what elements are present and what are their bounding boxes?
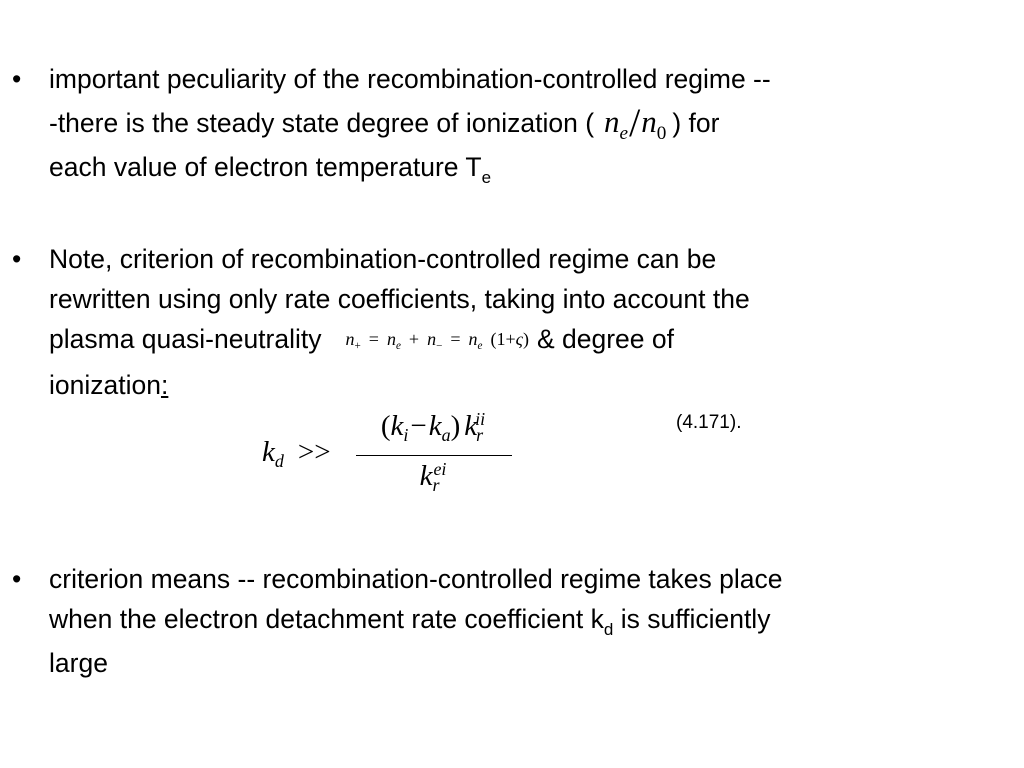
ionization-ratio-formula: $n_e/n_0$ (604, 100, 667, 145)
bullet-marker: • (12, 64, 22, 94)
text-line: ionization: (49, 370, 169, 400)
bullet-text (49, 239, 1004, 405)
text-line: each value of electron temperature $T_e$ (49, 152, 492, 187)
bullet-marker: • (12, 244, 22, 274)
text-line: Note, criterion of recombination-controlled regime can be (49, 244, 717, 274)
formula-lhs: $k_d$ >> (262, 436, 331, 472)
fraction-bar (356, 455, 512, 456)
bullet-item-criterion-note (12, 239, 1002, 409)
text-line: large (49, 648, 108, 678)
text-line: criterion means -- recombination-controlled regime takes place (49, 564, 783, 594)
quasi-neutrality-formula: $n_+ = n_e + n_- = n_e$ (1+ς) (345, 329, 529, 352)
equation-number: (4.171). (676, 412, 742, 433)
text-line: important peculiarity of the recombination-controlled regime -- (49, 64, 771, 94)
text-line: -there is the steady state degree of ionization ( $n_e/n_0$ ) for (49, 100, 720, 145)
fraction-numerator: $(k_i-k_a)$ $k_r^{ii}$ (380, 409, 486, 446)
bullet-text (49, 59, 1004, 191)
text-line: when the electron detachment rate coefficient $k_d$ is sufficiently (49, 604, 771, 639)
bullet-marker: • (12, 564, 22, 594)
bullet-item-steady-state (12, 59, 1002, 189)
text-line: plasma quasi-neutrality $n_+ = n_e + n_- = n_e$ (1+ς) & degree of (49, 319, 1004, 365)
fraction-denominator: $k_r^{ei}$ (419, 459, 447, 496)
bullet-item-criterion-meaning (12, 559, 1002, 689)
bullet-text (49, 559, 1004, 683)
text-line: rewritten using only rate coefficients, taking into account the (49, 284, 750, 314)
